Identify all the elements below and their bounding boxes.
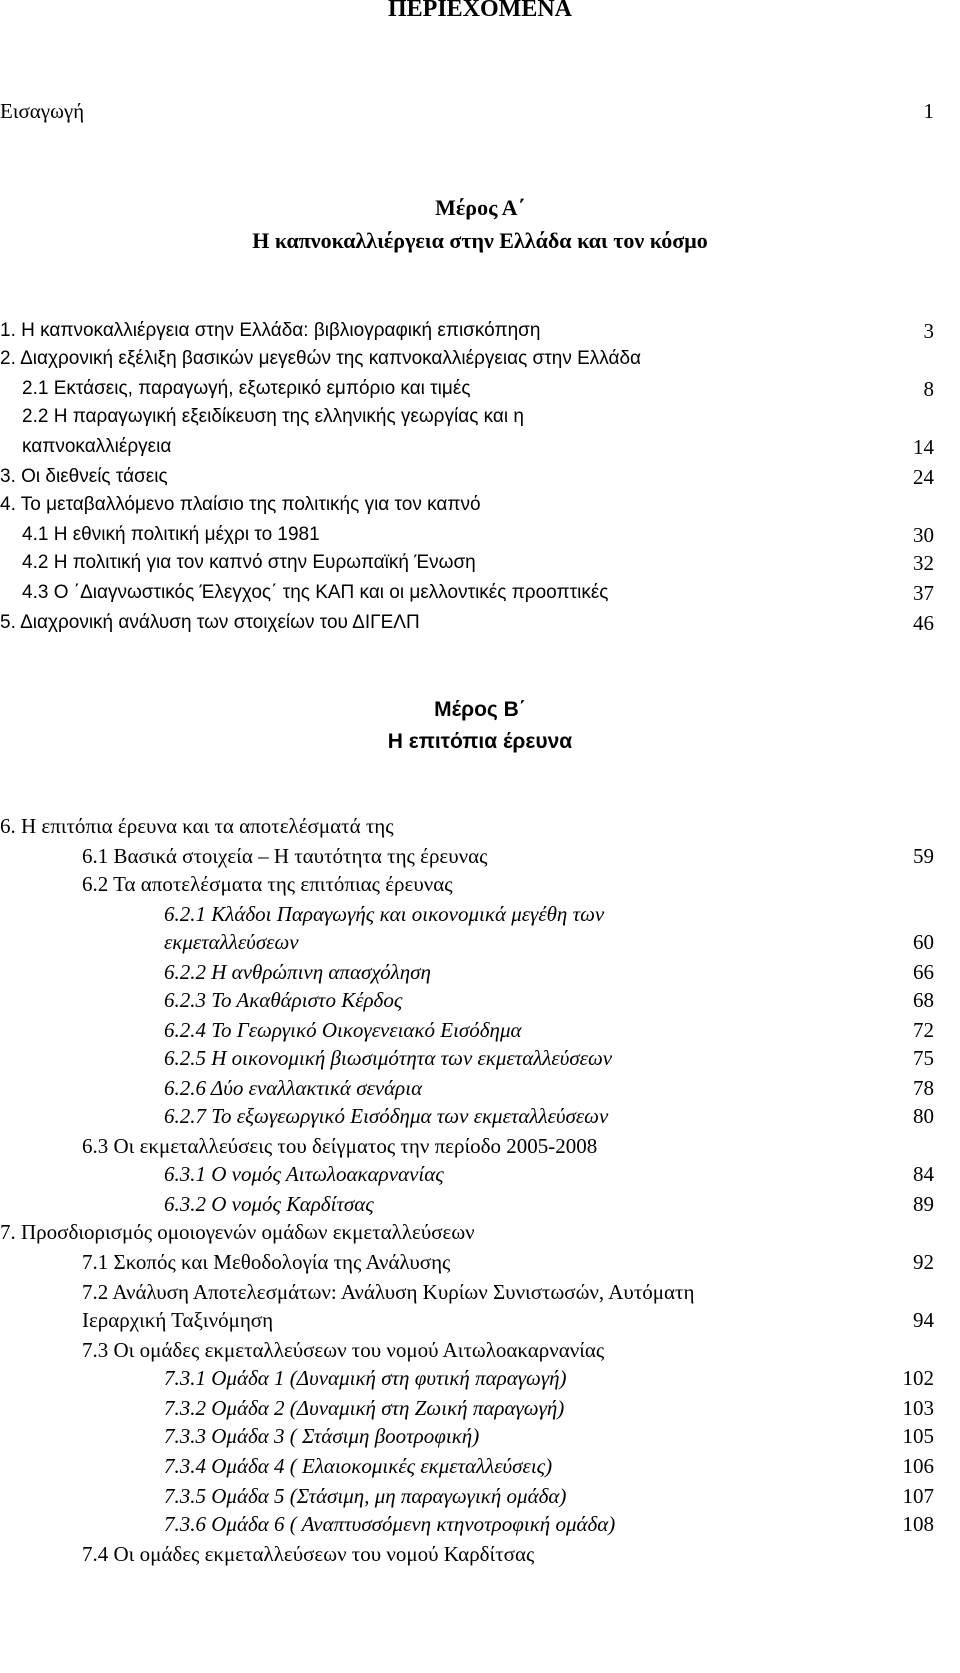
toc-entry-page: 14	[913, 435, 934, 459]
toc-entry-text: 7.3.3 Ομάδα 3 ( Στάσιμη βοοτροφική)	[164, 1424, 480, 1448]
toc-entry	[0, 843, 960, 873]
toc-entry-page: 108	[902, 1512, 934, 1536]
toc-entry-text: 7.2 Ανάλυση Αποτελεσμάτων: Ανάλυση Κυρίων Συνιστωσών, Αυτόματη	[82, 1280, 695, 1304]
toc-entry-text: 3. Οι διεθνείς τάσεις	[0, 466, 168, 487]
toc-entry-page: 75	[913, 1046, 934, 1070]
toc-entry-page: 106	[902, 1454, 934, 1478]
toc-entry-page: 68	[913, 988, 934, 1012]
toc-entry-text: 7.3.4 Ομάδα 4 ( Ελαιοκομικές εκμεταλλεύσεις)	[164, 1454, 553, 1478]
toc-entry-text: 6. Η επιτόπια έρευνα και τα αποτελέσματά της	[0, 814, 394, 838]
toc-entry	[0, 871, 960, 901]
toc-entry	[0, 1307, 960, 1337]
toc-entry	[0, 1133, 960, 1163]
toc-entry	[0, 550, 960, 580]
toc-entry-text: 4.2 Η πολιτική για τον καπνό στην Ευρωπαϊκή Ένωση	[22, 552, 476, 573]
toc-entry-text: 6.2.4 Το Γεωργικό Οικογενειακό Εισόδημα	[164, 1018, 522, 1042]
toc-entry-text: 5. Διαχρονική ανάλυση των στοιχείων του ΔΙΓΕΛΠ	[0, 612, 420, 633]
toc-entry-page: 72	[913, 1018, 934, 1042]
toc-entry	[0, 318, 960, 348]
toc-entry-text: Εισαγωγή	[0, 99, 85, 123]
toc-entry-text: 1. Η καπνοκαλλιέργεια στην Ελλάδα: βιβλιογραφική επισκόπηση	[0, 320, 541, 341]
toc-entry-page: 32	[913, 551, 934, 575]
toc-entry	[0, 464, 960, 494]
toc-entry-text: 6.3 Οι εκμεταλλεύσεις του δείγματος την περίοδο 2005-2008	[82, 1134, 598, 1158]
toc-entry	[0, 522, 960, 552]
toc-entry-page: 78	[913, 1076, 934, 1100]
toc-entry-text: καπνοκαλλιέργεια	[22, 436, 172, 457]
toc-entry-text: 7.4 Οι ομάδες εκμεταλλεύσεων του νομού Καρδίτσας	[82, 1542, 535, 1566]
toc-entry-page: 103	[902, 1396, 934, 1420]
toc-entry	[0, 1511, 960, 1541]
toc-entry-page: 30	[913, 523, 934, 547]
toc-entry	[0, 1279, 960, 1309]
toc-entry-page: 89	[913, 1192, 934, 1216]
toc-entry-text: 7. Προσδιορισμός ομοιογενών ομάδων εκμεταλλεύσεων	[0, 1220, 475, 1244]
toc-entry	[0, 404, 960, 434]
toc-entry	[0, 346, 960, 376]
part-a-heading: Μέρος Α΄	[435, 195, 525, 220]
toc-entry	[0, 376, 960, 406]
toc-entry-text: 6.2.1 Κλάδοι Παραγωγής και οικονομικά μεγέθη των	[164, 902, 605, 926]
toc-entry	[0, 1453, 960, 1483]
toc-entry-page: 102	[902, 1366, 934, 1390]
toc-entry	[0, 1249, 960, 1279]
toc-entry-text: 7.3 Οι ομάδες εκμεταλλεύσεων του νομού Αιτωλοακαρνανίας	[82, 1338, 605, 1362]
toc-entry	[0, 1017, 960, 1047]
toc-entry	[0, 1483, 960, 1513]
toc-entry-text: 2. Διαχρονική εξέλιξη βασικών μεγεθών της καπνοκαλλιέργειας στην Ελλάδα	[0, 348, 642, 369]
toc-entry-text: 2.2 Η παραγωγική εξειδίκευση της ελληνικής γεωργίας και η	[22, 406, 524, 427]
toc-entry	[0, 580, 960, 610]
toc-entry	[0, 813, 960, 843]
toc-entry-page: 66	[913, 960, 934, 984]
toc-entry	[0, 929, 960, 959]
toc-entry	[0, 1337, 960, 1367]
part-a-subtitle: Η καπνοκαλλιέργεια στην Ελλάδα και τον κόσμο	[252, 228, 708, 253]
toc-entry	[0, 1191, 960, 1221]
toc-entry	[0, 959, 960, 989]
toc-entry-text: 6.2.5 Η οικονομική βιωσιμότητα των εκμεταλλεύσεων	[164, 1046, 613, 1070]
toc-entry-page: 8	[923, 377, 934, 401]
toc-entry-page: 94	[913, 1308, 934, 1332]
part-b-heading: Μέρος Β΄	[434, 698, 526, 721]
page-title: ΠΕΡΙΕΧΟΜΕΝΑ	[387, 0, 572, 22]
toc-entry	[0, 1395, 960, 1425]
toc-entry-text: 6.3.1 Ο νομός Αιτωλοακαρνανίας	[164, 1162, 444, 1186]
toc-entry	[0, 1423, 960, 1453]
toc-entry	[0, 434, 960, 464]
toc-entry-text: 7.3.6 Ομάδα 6 ( Αναπτυσσόμενη κτηνοτροφική ομάδα)	[164, 1512, 616, 1536]
toc-entry-text: 7.3.2 Ομάδα 2 (Δυναμική στη Ζωική παραγωγή)	[164, 1396, 565, 1420]
toc-entry	[0, 1075, 960, 1105]
toc-entry-text: 6.2.6 Δύο εναλλακτικά σενάρια	[164, 1076, 423, 1100]
toc-entry-page: 84	[913, 1162, 934, 1186]
toc-entry-text: 6.2.7 Το εξωγεωργικό Εισόδημα των εκμεταλλεύσεων	[164, 1104, 609, 1128]
toc-entry-text: 7.3.1 Ομάδα 1 (Δυναμική στη φυτική παραγωγή)	[164, 1366, 567, 1390]
toc-entry-text: 6.1 Βασικά στοιχεία – Η ταυτότητα της έρευνας	[82, 844, 488, 868]
toc-entry-text: 6.3.2 Ο νομός Καρδίτσας	[164, 1192, 374, 1216]
toc-entry-page: 60	[913, 930, 934, 954]
toc-entry-text: 7.3.5 Ομάδα 5 (Στάσιμη, μη παραγωγική ομάδα)	[164, 1484, 567, 1508]
toc-entry-page: 59	[913, 844, 934, 868]
toc-entry-text: 6.2.3 Το Ακαθάριστο Κέρδος	[164, 988, 403, 1012]
toc-entry-intro	[0, 98, 960, 128]
toc-entry	[0, 1219, 960, 1249]
toc-entry-text: εκμεταλλεύσεων	[164, 930, 299, 954]
toc-entry-text: Ιεραρχική Ταξινόμηση	[82, 1308, 274, 1332]
toc-entry	[0, 1161, 960, 1191]
toc-entry-page: 80	[913, 1104, 934, 1128]
toc-entry-text: 2.1 Εκτάσεις, παραγωγή, εξωτερικό εμπόριο και τιμές	[22, 378, 471, 399]
toc-entry	[0, 901, 960, 931]
toc-entry-text: 7.1 Σκοπός και Μεθοδολογία της Ανάλυσης	[82, 1250, 451, 1274]
toc-entry	[0, 1365, 960, 1395]
toc-entry-text: 6.2 Τα αποτελέσματα της επιτόπιας έρευνας	[82, 872, 453, 896]
toc-entry-page: 107	[902, 1484, 934, 1508]
toc-entry-page: 1	[923, 99, 934, 123]
toc-entry-page: 92	[913, 1250, 934, 1274]
toc-entry	[0, 1045, 960, 1075]
toc-entry-text: 4. Το μεταβαλλόμενο πλαίσιο της πολιτικής για τον καπνό	[0, 494, 481, 515]
toc-entry-page: 105	[902, 1424, 934, 1448]
toc-entry-text: 4.1 Η εθνική πολιτική μέχρι το 1981	[22, 524, 320, 545]
toc-entry	[0, 987, 960, 1017]
toc-entry	[0, 610, 960, 640]
toc-entry-text: 6.2.2 Η ανθρώπινη απασχόληση	[164, 960, 431, 984]
toc-entry-page: 46	[913, 611, 934, 635]
toc-entry	[0, 1541, 960, 1571]
toc-entry	[0, 1103, 960, 1133]
toc-entry-page: 24	[913, 465, 934, 489]
toc-entry-page: 3	[923, 319, 934, 343]
toc-entry-text: 4.3 Ο ΄Διαγνωστικός Έλεγχος΄ της ΚΑΠ και οι μελλοντικές προοπτικές	[22, 582, 609, 603]
toc-entry	[0, 492, 960, 522]
part-b-subtitle: Η επιτόπια έρευνα	[387, 730, 573, 753]
toc-entry-page: 37	[913, 581, 934, 605]
